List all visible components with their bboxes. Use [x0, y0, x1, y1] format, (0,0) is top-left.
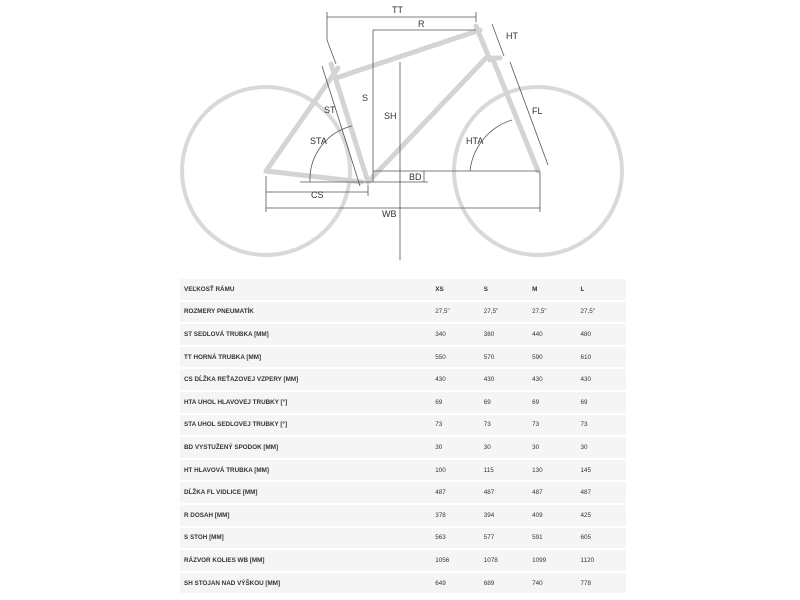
row-value: 27,5" — [581, 302, 626, 323]
label-s: S — [362, 93, 369, 103]
row-value: 563 — [435, 528, 483, 549]
row-value: 340 — [435, 324, 483, 345]
row-value: 394 — [484, 505, 532, 526]
table-row — [180, 437, 626, 458]
row-label: CS DĹŽKA REŤAZOVEJ VZPERY [MM] — [180, 369, 435, 390]
label-fl: FL — [532, 106, 543, 116]
row-value: 590 — [532, 347, 580, 368]
row-value: 1078 — [484, 550, 532, 571]
label-ht: HT — [506, 31, 518, 41]
row-value: 30 — [484, 437, 532, 458]
geometry-table — [180, 277, 626, 595]
label-bd: BD — [409, 172, 422, 182]
row-value: 145 — [581, 460, 626, 481]
row-value: 550 — [435, 347, 483, 368]
header-size: M — [532, 279, 580, 300]
bike-geometry-diagram — [0, 0, 800, 270]
table-row — [180, 302, 626, 323]
label-r: R — [418, 19, 425, 29]
label-wb: WB — [382, 209, 397, 219]
header-label: VEĽKOSŤ RÁMU — [180, 279, 435, 300]
row-value: 740 — [532, 573, 580, 594]
row-value: 69 — [484, 392, 532, 413]
table-row — [180, 460, 626, 481]
row-value: 69 — [435, 392, 483, 413]
header-size: S — [484, 279, 532, 300]
row-value: 27,5" — [484, 302, 532, 323]
row-label: ST SEDLOVÁ TRUBKA [MM] — [180, 324, 435, 345]
table-row — [180, 324, 626, 345]
table-row — [180, 505, 626, 526]
table-row — [180, 573, 626, 594]
table-row — [180, 550, 626, 571]
row-value: 115 — [484, 460, 532, 481]
row-value: 430 — [435, 369, 483, 390]
row-label: DĹŽKA FL VIDLICE [MM] — [180, 482, 435, 503]
row-value: 689 — [484, 573, 532, 594]
row-value: 69 — [581, 392, 626, 413]
row-label: RÁZVOR KOLIES WB [MM] — [180, 550, 435, 571]
row-value: 73 — [581, 415, 626, 436]
row-value: 409 — [532, 505, 580, 526]
geometry-table-body — [180, 279, 626, 593]
row-value: 480 — [581, 324, 626, 345]
row-value: 430 — [484, 369, 532, 390]
header-size: XS — [435, 279, 483, 300]
row-value: 100 — [435, 460, 483, 481]
row-value: 27,5" — [532, 302, 580, 323]
row-label: SH STOJAN NAD VÝŠKOU [MM] — [180, 573, 435, 594]
row-label: S STOH [MM] — [180, 528, 435, 549]
row-label: BD VYSTUŽENÝ SPODOK [MM] — [180, 437, 435, 458]
dimension-lines — [266, 12, 548, 260]
label-st: ST — [324, 105, 336, 115]
row-value: 778 — [581, 573, 626, 594]
table-row — [180, 392, 626, 413]
row-value: 130 — [532, 460, 580, 481]
row-value: 591 — [532, 528, 580, 549]
row-value: 1056 — [435, 550, 483, 571]
label-sh: SH — [384, 111, 397, 121]
table-row — [180, 369, 626, 390]
row-value: 649 — [435, 573, 483, 594]
table-row — [180, 415, 626, 436]
row-value: 487 — [532, 482, 580, 503]
bike-frame — [266, 26, 538, 182]
row-value: 380 — [484, 324, 532, 345]
row-value: 487 — [484, 482, 532, 503]
row-label: STA UHOL SEDLOVEJ TRUBKY [°] — [180, 415, 435, 436]
row-value: 1099 — [532, 550, 580, 571]
row-label: ROZMERY PNEUMATÍK — [180, 302, 435, 323]
row-value: 73 — [484, 415, 532, 436]
label-hta: HTA — [466, 136, 484, 146]
row-value: 610 — [581, 347, 626, 368]
row-value: 73 — [532, 415, 580, 436]
row-value: 577 — [484, 528, 532, 549]
row-label: R DOSAH [MM] — [180, 505, 435, 526]
table-row — [180, 528, 626, 549]
row-value: 430 — [532, 369, 580, 390]
row-value: 378 — [435, 505, 483, 526]
row-value: 487 — [435, 482, 483, 503]
row-value: 605 — [581, 528, 626, 549]
row-label: HTA UHOL HLAVOVEJ TRUBKY [°] — [180, 392, 435, 413]
row-value: 30 — [532, 437, 580, 458]
row-value: 570 — [484, 347, 532, 368]
label-sta: STA — [310, 136, 327, 146]
row-value: 487 — [581, 482, 626, 503]
row-label: HT HLAVOVÁ TRUBKA [MM] — [180, 460, 435, 481]
row-value: 440 — [532, 324, 580, 345]
row-value: 1120 — [581, 550, 626, 571]
table-header-row — [180, 279, 626, 300]
header-size: L — [581, 279, 626, 300]
table-row — [180, 347, 626, 368]
row-value: 27,5" — [435, 302, 483, 323]
row-value: 425 — [581, 505, 626, 526]
row-value: 430 — [581, 369, 626, 390]
row-value: 30 — [435, 437, 483, 458]
row-value: 30 — [581, 437, 626, 458]
label-tt: TT — [392, 5, 403, 15]
row-label: TT HORNÁ TRUBKA [MM] — [180, 347, 435, 368]
row-value: 73 — [435, 415, 483, 436]
label-cs: CS — [311, 190, 324, 200]
table-row — [180, 482, 626, 503]
row-value: 69 — [532, 392, 580, 413]
